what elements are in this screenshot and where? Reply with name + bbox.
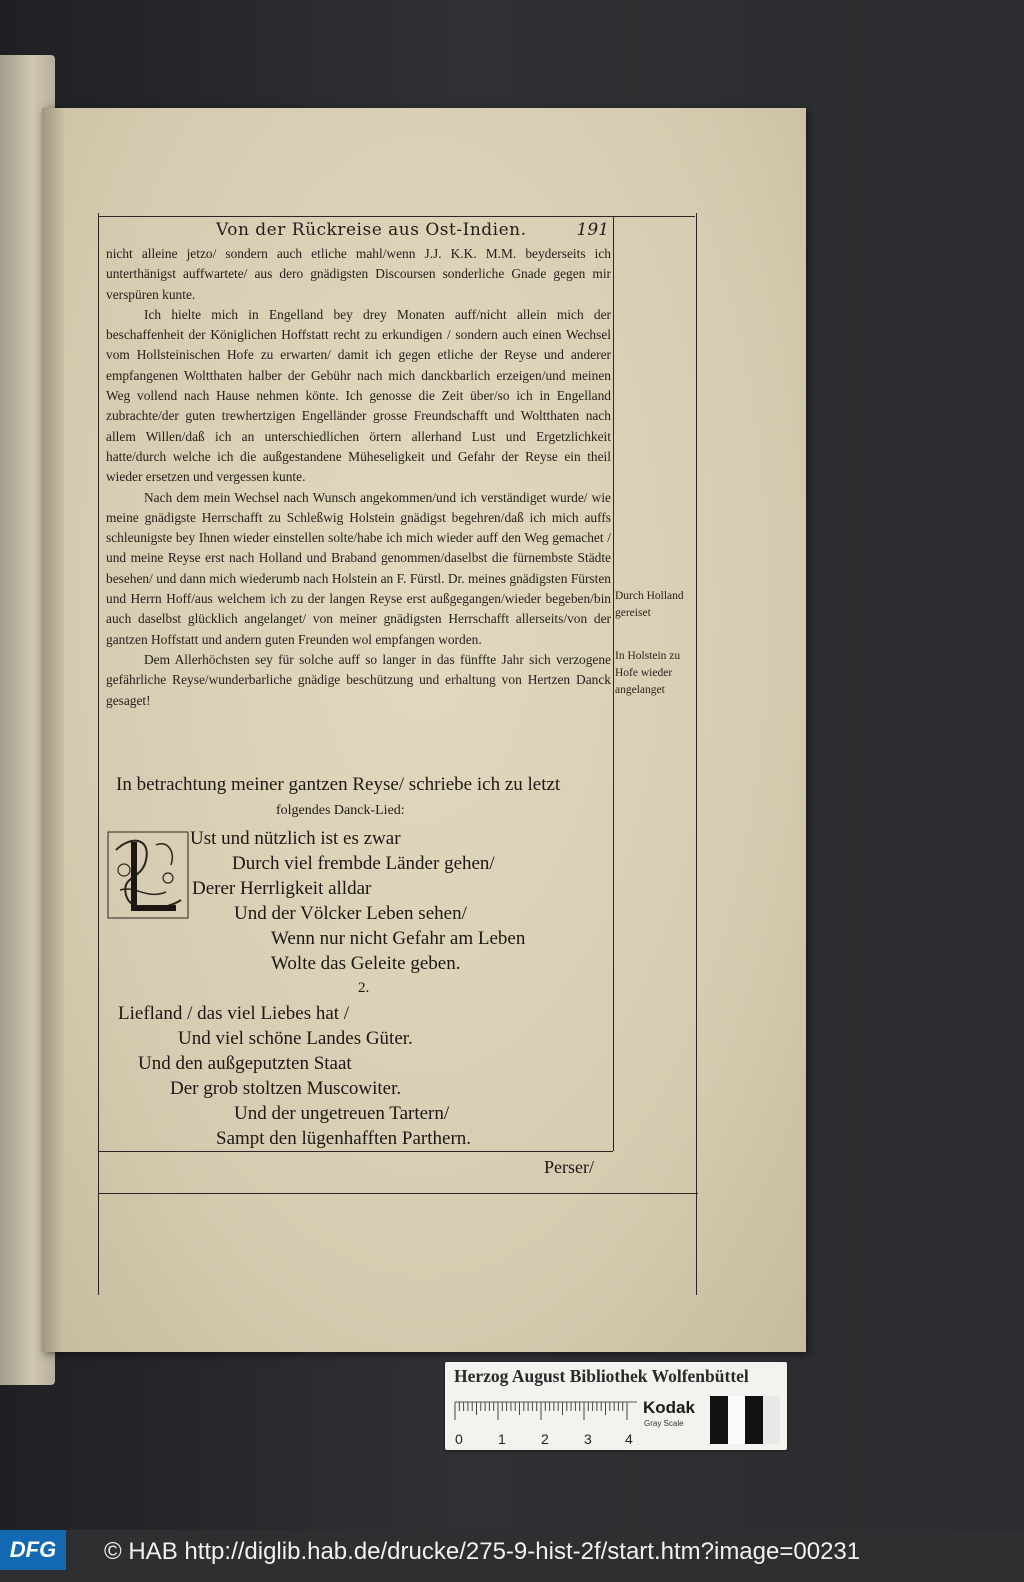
poem-intro-line: In betrachtung meiner gantzen Reyse/ schriebe ich zu letzt xyxy=(116,774,561,795)
gray-scale-patches xyxy=(710,1396,780,1444)
ruler-label: 1 xyxy=(498,1431,506,1447)
poem-introduction xyxy=(116,772,611,824)
poem-line: Ust und nützlich ist es zwar xyxy=(190,828,401,849)
poem-line: Wolte das Geleite geben. xyxy=(271,953,461,974)
poem-line: Und viel schöne Landes Güter. xyxy=(178,1028,413,1049)
margin-note-holstein: In Holstein zu Hofe wieder angelanget xyxy=(615,650,681,696)
poem-line: Wenn nur nicht Gefahr am Leben xyxy=(271,928,526,949)
poem-line: Und der Völcker Leben sehen/ xyxy=(234,903,467,924)
poem xyxy=(106,826,611,1151)
stanza-number: 2. xyxy=(358,980,370,996)
color-target-card xyxy=(445,1362,787,1450)
body-text xyxy=(106,244,611,711)
running-header xyxy=(106,216,611,244)
paragraph: Ich hielte mich in Engelland bey drey Monaten auff/nicht allein mich der beschaffenheit der Königlichen Hoffstatt recht zu erkundigen / sondern auch einen Wechsel vom Hollsteinischen Hofe zu erwarten/ damit ich gegen etliche der Reyse und anderer empfangenen Woltthaten halber der Gebühr nach mich danckbarlich erzeigen/und meinen Weg vollend nach Hause nehmen könte. Ich genosse die Zeit über/so ich in Engelland zubrachte/der guten trewhertzigen Engelländer grosse Freundschafft und Woltthaten nach allem Willen/daß ich an unterschiedlichen örtern allerhand Lust und Ergetzlichkeit hatte/durch welche ich die außgestandene Müheseligkeit und Gefahr der Reyse ein theil wieder ersetzen und vergessen kunte. xyxy=(106,306,611,485)
poem-line: Der grob stoltzen Muscowiter. xyxy=(170,1078,402,1099)
paragraph: Dem Allerhöchsten sey für solche auff so langer in das fünffte Jahr sich verzogene gefährliche Reyse/wunderbarliche gnädige beschützung und erhaltung von Hertzen Danck gesaget! xyxy=(106,651,611,708)
margin-column-rule xyxy=(613,216,614,1151)
poem-line: Und den außgeputzten Staat xyxy=(138,1053,352,1074)
ruler-label: 3 xyxy=(584,1431,592,1447)
frame-bottom-rule xyxy=(98,1193,698,1194)
page-number: 191 xyxy=(576,220,609,240)
dfg-logo: DFG xyxy=(0,1530,66,1570)
ruler-label: 4 xyxy=(625,1431,633,1447)
poem-intro-line: folgendes Danck-Lied: xyxy=(276,803,405,818)
measurement-ruler xyxy=(451,1398,641,1448)
kodak-brand: Kodak xyxy=(643,1398,695,1417)
ruler-label: 0 xyxy=(455,1431,463,1447)
paragraph: nicht alleine jetzo/ sondern auch etliche mahl/wenn J.J. K.K. M.M. beyderseits ich unterthänigst auffwartete/ aus dero gnädigsten Discoursen sonderliche Gnade gegen mir verspüren kunte. xyxy=(106,246,611,302)
poem-line: Und der ungetreuen Tartern/ xyxy=(234,1103,450,1124)
poem-line: Durch viel frembde Länder gehen/ xyxy=(232,853,495,874)
text-bottom-rule xyxy=(98,1151,613,1152)
library-name: Herzog August Bibliothek Wolfenbüttel xyxy=(454,1366,749,1386)
margin-note-holland: Durch Holland gereiset xyxy=(615,590,684,619)
poem-line: Sampt den lügenhafften Parthern. xyxy=(216,1128,472,1149)
page-gutter xyxy=(42,108,64,1352)
catchword: Perser/ xyxy=(544,1157,594,1177)
paragraph: Nach dem mein Wechsel nach Wunsch angekommen/und ich verständiget wurde/ wie meine gnädigste Herrschafft zu Schleßwig Holstein gnädigst begehren/daß ich mich auffs schleunigste bey Ihnen wieder einstellen solte/habe ich mich wieder auff den Weg gemachet / und meine Reyse erst nach Holland und Braband genommen/daselbst die fürnembste Städte besehen/ und dann mich wiederumb nach Holstein an F. Fürstl. Dr. meines gnädigsten Fürsten und Herrn Hoff/aus welchem ich zu der langen Reyse erst außgegangen/wieder begeben/bin auch daselbst glücklich angelanget/ von meiner gnädigsten Herrschafft allerseits/von der gantzen Hoffstatt und andern guten Freunden wol empfangen worden. xyxy=(106,489,611,647)
ruler-label: 2 xyxy=(541,1431,549,1447)
copyright-url[interactable]: © HAB http://diglib.hab.de/drucke/275-9-hist-2f/start.htm?image=00231 xyxy=(104,1538,861,1565)
book-page xyxy=(42,108,806,1352)
gray-scale-label: Gray Scale xyxy=(644,1419,684,1428)
poem-line: Derer Herrligkeit alldar xyxy=(192,878,372,899)
poem-line: Liefland / das viel Liebes hat / xyxy=(118,1003,350,1024)
header-title: Von der Rückreise aus Ost-Indien. xyxy=(216,220,527,240)
